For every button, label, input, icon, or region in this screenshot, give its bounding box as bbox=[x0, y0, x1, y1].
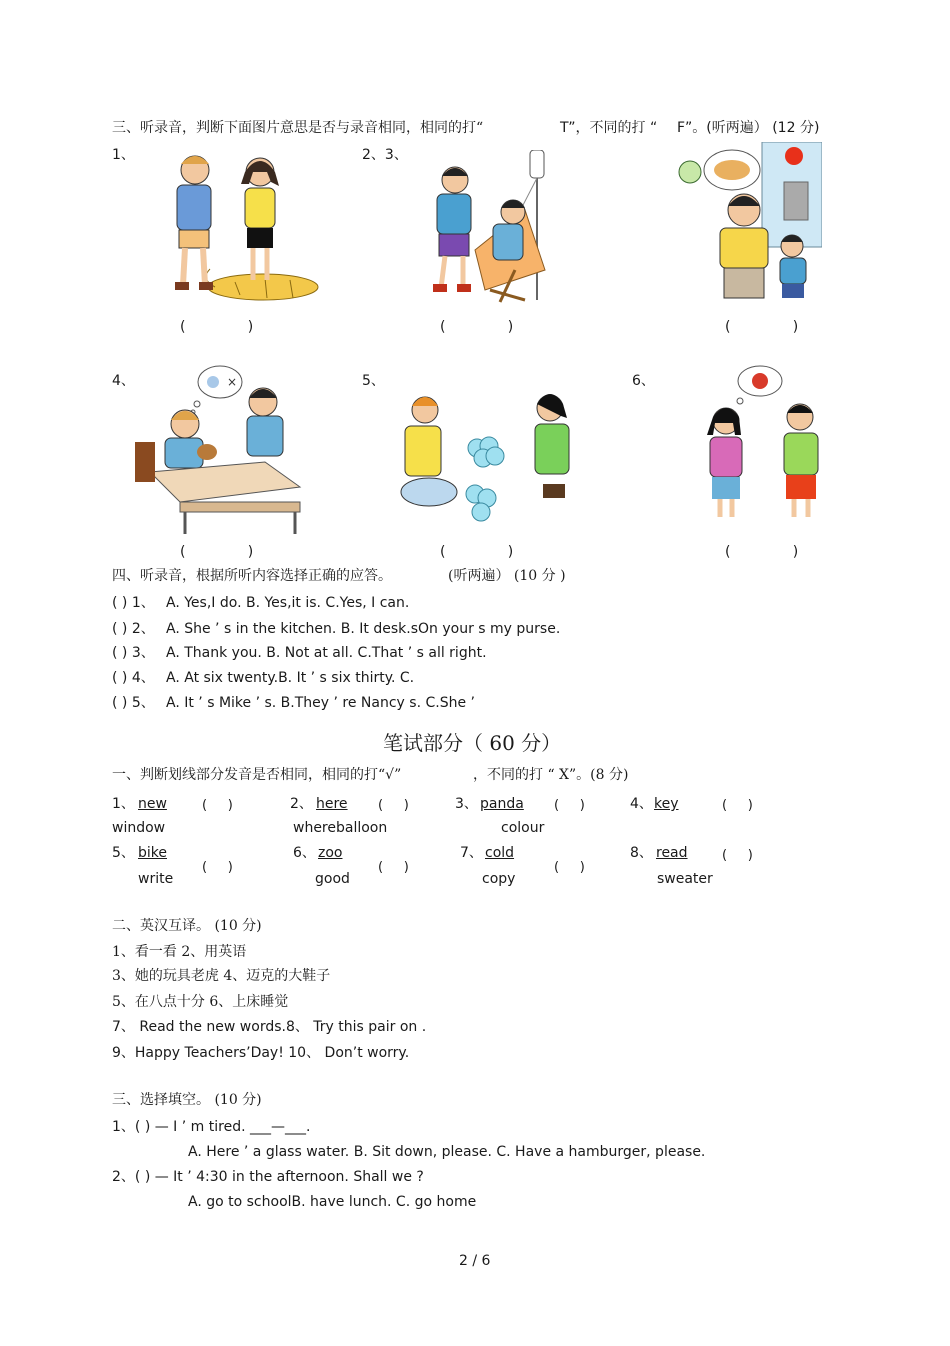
answer-paren-4[interactable]: ( ) bbox=[180, 544, 254, 560]
listen-item-5-num: ( ) 5、 bbox=[112, 695, 155, 711]
picture-label-6: 6、 bbox=[632, 373, 655, 389]
translate-line-3: 5、在八点十分 6、上床睡觉 bbox=[112, 994, 289, 1010]
translate-line-4: 7、 Read the new words.8、 Try this pair on . bbox=[112, 1019, 427, 1035]
phonics-item-3-num: 3、 bbox=[455, 796, 478, 812]
phonics-item-1-word-b: window bbox=[112, 820, 166, 836]
listen-item-4-num: ( ) 4、 bbox=[112, 670, 155, 686]
listen-item-1-num: ( ) 1、 bbox=[112, 595, 155, 611]
translate-line-5: 9、Happy Teachers’Day! 10、 Don’t worry. bbox=[112, 1045, 410, 1061]
picture-label-5: 5、 bbox=[362, 373, 385, 389]
listen-item-5-options: A. It ’ s Mike ’ s. B.They ’ re Nancy s. C.She ’ bbox=[166, 695, 475, 711]
phonics-item-8-word-b: sweater bbox=[657, 871, 713, 887]
picture-4-desk bbox=[135, 362, 305, 537]
choice-question-2: 2、( ) — It ’ 4:30 in the afternoon. Shall we ? bbox=[112, 1169, 424, 1185]
translate-line-1: 1、看一看 2、用英语 bbox=[112, 944, 247, 960]
listen-item-2-options: A. She ’ s in the kitchen. B. It desk.sOn your s my purse. bbox=[166, 621, 561, 637]
phonics-answer-box-4[interactable]: ( ) bbox=[722, 798, 753, 813]
phonics-item-2-num: 2、 bbox=[290, 796, 313, 812]
picture-6-gift bbox=[700, 365, 830, 530]
phonics-answer-box-5[interactable]: ( ) bbox=[202, 860, 233, 875]
picture-label-2-3: 2、3、 bbox=[362, 147, 408, 163]
picture-3-lunch bbox=[672, 142, 822, 302]
svg-text:×: × bbox=[227, 375, 238, 389]
answer-paren-1[interactable]: ( ) bbox=[180, 319, 254, 335]
phonics-answer-box-2[interactable]: ( ) bbox=[378, 798, 409, 813]
phonics-answer-box-6[interactable]: ( ) bbox=[378, 860, 409, 875]
phonics-answer-box-3[interactable]: ( ) bbox=[554, 798, 585, 813]
answer-paren-3[interactable]: ( ) bbox=[725, 319, 799, 335]
phonics-item-6-word-a: zoo bbox=[318, 845, 343, 861]
phonics-answer-box-1[interactable]: ( ) bbox=[202, 798, 233, 813]
phonics-item-8-word-a: read bbox=[656, 845, 688, 861]
phonics-item-1-num: 1、 bbox=[112, 796, 135, 812]
section3-header-t: T”，不同的打 “ bbox=[560, 120, 658, 136]
listen-item-1-options: A. Yes,I do. B. Yes,it is. C.Yes, I can. bbox=[166, 595, 410, 611]
phonics-item-8-num: 8、 bbox=[630, 845, 653, 861]
section3-header: 三、听录音，判断下面图片意思是否与录音相同，相同的打“ bbox=[112, 120, 484, 136]
phonics-item-7-num: 7、 bbox=[460, 845, 483, 861]
picture-label-4: 4、 bbox=[112, 373, 135, 389]
phonics-item-2-word-b: whereballoon bbox=[293, 820, 388, 836]
answer-paren-2[interactable]: ( ) bbox=[440, 319, 514, 335]
choice-question-2-options: A. go to schoolB. have lunch. C. go home bbox=[188, 1194, 477, 1210]
written3-header: 三、选择填空。 (10 分) bbox=[112, 1092, 262, 1108]
choice-question-1: 1、( ) — I ’ m tired. ___—___. bbox=[112, 1119, 311, 1135]
phonics-item-1-word-a: new bbox=[138, 796, 167, 812]
page-number: 2 / 6 bbox=[459, 1253, 491, 1269]
listen-item-4-options: A. At six twenty.B. It ’ s six thirty. C. bbox=[166, 670, 415, 686]
listen-item-3-options: A. Thank you. B. Not at all. C.That ’ s all right. bbox=[166, 645, 487, 661]
answer-paren-5[interactable]: ( ) bbox=[440, 544, 514, 560]
phonics-item-6-word-b: good bbox=[315, 871, 350, 887]
phonics-item-7-word-b: copy bbox=[482, 871, 516, 887]
choice-question-1-options: A. Here ’ a glass water. B. Sit down, please. C. Have a hamburger, please. bbox=[188, 1144, 706, 1160]
picture-label-1: 1、 bbox=[112, 147, 135, 163]
phonics-item-4-num: 4、 bbox=[630, 796, 653, 812]
written2-header: 二、英汉互译。 (10 分) bbox=[112, 918, 262, 934]
phonics-item-4-word-a: key bbox=[654, 796, 679, 812]
written1-header: 一、判断划线部分发音是否相同，相同的打“√” bbox=[112, 767, 402, 783]
phonics-answer-box-8[interactable]: ( ) bbox=[722, 848, 753, 863]
answer-paren-6[interactable]: ( ) bbox=[725, 544, 799, 560]
listen-item-2-num: ( ) 2、 bbox=[112, 621, 155, 637]
translate-line-2: 3、她的玩具老虎 4、迈克的大鞋子 bbox=[112, 968, 331, 984]
phonics-item-5-word-b: write bbox=[138, 871, 174, 887]
phonics-answer-box-7[interactable]: ( ) bbox=[554, 860, 585, 875]
phonics-item-5-num: 5、 bbox=[112, 845, 135, 861]
picture-1-kids-tiger bbox=[155, 150, 325, 305]
picture-5-balloons bbox=[395, 388, 585, 528]
phonics-item-3-word-a: panda bbox=[480, 796, 524, 812]
section3-header-f: F”。(听两遍） (12 分) bbox=[677, 120, 820, 136]
listen-item-3-num: ( ) 3、 bbox=[112, 645, 155, 661]
section4-header-note: (听两遍） (10 分 ) bbox=[448, 568, 566, 584]
written1-header-2: ，不同的打 “ X”。(8 分) bbox=[473, 767, 629, 783]
phonics-item-7-word-a: cold bbox=[485, 845, 515, 861]
section4-header: 四、听录音，根据所听内容选择正确的应答。 bbox=[112, 568, 392, 584]
picture-2-clinic bbox=[405, 150, 565, 305]
phonics-item-2-word-a: here bbox=[316, 796, 348, 812]
written-part-title: 笔试部分（ 60 分） bbox=[383, 731, 562, 755]
phonics-item-5-word-a: bike bbox=[138, 845, 167, 861]
phonics-item-6-num: 6、 bbox=[293, 845, 316, 861]
phonics-item-3-word-b: colour bbox=[501, 820, 545, 836]
